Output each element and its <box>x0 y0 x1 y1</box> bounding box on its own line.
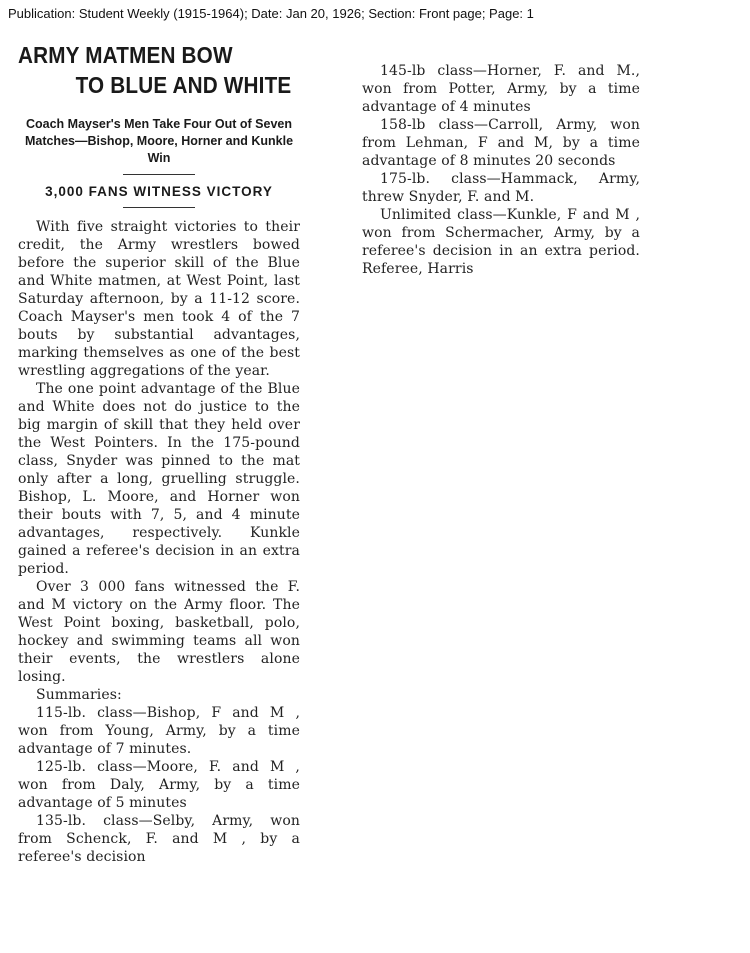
summary-item: 145-lb class—Horner, F. and M., won from Potter, Army, by a time advantage of 4 minutes <box>362 63 640 115</box>
article-deck: Coach Mayser's Men Take Four Out of Seven Matches—Bishop, Moore, Horner and Kunkle Win <box>24 117 294 165</box>
summary-item: Unlimited class—Kunkle, F and M , won from Schermacher, Army, by a referee's decision in an extra period. Referee, Harris <box>362 207 640 277</box>
headline-line-1: ARMY MATMEN BOW <box>18 42 233 68</box>
headline-line-2: TO BLUE AND WHITE <box>75 72 292 98</box>
summary-item: 115-lb. class—Bishop, F and M , won from Young, Army, by a time advantage of 7 minutes. <box>18 705 300 757</box>
summary-item: 135-lb. class—Selby, Army, won from Schenck, F. and M , by a referee's decision <box>18 813 300 865</box>
publication-info-line: Publication: Student Weekly (1915-1964); Date: Jan 20, 1926; Section: Front page; Page: 1 <box>8 6 534 21</box>
left-column <box>18 40 300 866</box>
article-body-continued <box>362 62 640 278</box>
article-headline <box>18 40 297 100</box>
paragraph: With five straight victories to their credit, the Army wrestlers bowed before the superior skill of the Blue and White matmen, at West Point, last Saturday afternoon, by a 11-12 score. Coach Mayser's men took 4 of the 7 bouts by substantial advantages, marking themselves as one of the best wrestling aggregations of the year. <box>18 219 300 379</box>
article-body <box>18 218 300 866</box>
article-subhead: 3,000 FANS WITNESS VICTORY <box>45 184 273 199</box>
divider-rule <box>123 207 195 208</box>
paragraph: The one point advantage of the Blue and White does not do justice to the big margin of skill that they held over the West Pointers. In the 175-pound class, Snyder was pinned to the mat only after a long, gruelling struggle. Bishop, L. Moore, and Horner won their bouts with 7, 5, and 4 minute advantages, respectively. Kunkle gained a referee's decision in an extra period. <box>18 381 300 577</box>
right-column <box>362 62 640 278</box>
paragraph: Over 3 000 fans witnessed the F. and M victory on the Army floor. The West Point boxing, basketball, polo, hockey and swimming teams all won their events, the wrestlers alone losing. <box>18 579 300 685</box>
summary-item: 125-lb. class—Moore, F. and M , won from Daly, Army, by a time advantage of 5 minutes <box>18 759 300 811</box>
summaries-label: Summaries: <box>36 687 122 703</box>
summary-item: 158-lb class—Carroll, Army, won from Lehman, F and M, by a time advantage of 8 minutes 20 seconds <box>362 117 640 169</box>
summary-item: 175-lb. class—Hammack, Army, threw Snyder, F. and M. <box>362 171 640 205</box>
divider-rule <box>123 174 195 175</box>
